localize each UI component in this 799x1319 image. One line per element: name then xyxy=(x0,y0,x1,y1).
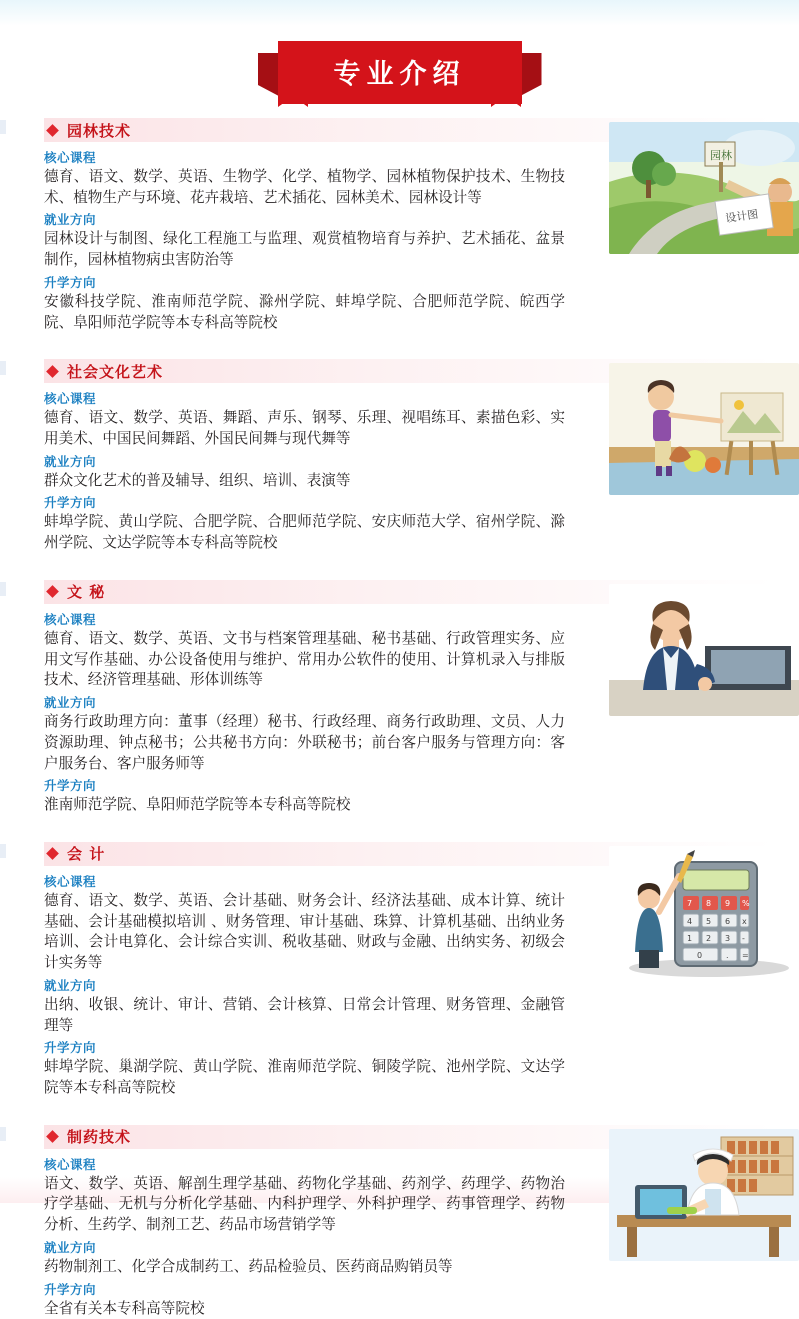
page-content xyxy=(0,26,799,1317)
text-employment: 园林设计与制图、绿化工程施工与监理、观赏植物培育与养护、艺术插花、盆景制作，园林植物病虫害防治等 xyxy=(44,230,565,269)
section-accounting xyxy=(0,842,799,1099)
left-mark xyxy=(0,582,6,596)
svg-text:1: 1 xyxy=(687,933,693,943)
section-garden xyxy=(0,118,799,333)
svg-text:园林: 园林 xyxy=(710,149,732,162)
text-core: 语文、数学、英语、解剖生理学基础、药物化学基础、药剂学、药理学、药物治疗学基础、无机与分析化学基础、内科护理学、外科护理学、药事管理学、药物分析、生药学、制剂工艺、药品市场营销学等 xyxy=(44,1174,565,1234)
left-mark xyxy=(0,844,6,858)
svg-text:9: 9 xyxy=(725,898,731,908)
page-title: 专业介绍 xyxy=(278,41,522,104)
calculator-accounting-illustration xyxy=(609,846,799,978)
diamond-bullet-icon xyxy=(46,365,59,378)
text-advance: 淮南师范学院、阜阳师范学院等本专科高等院校 xyxy=(44,796,351,814)
section-title: 文 秘 xyxy=(67,583,106,602)
svg-text:设计图: 设计图 xyxy=(724,207,760,226)
section-culture-art xyxy=(0,359,799,554)
label-advance: 升学方向 xyxy=(44,1281,97,1297)
garden-design-illustration xyxy=(609,122,799,254)
text-advance: 安徽科技学院、淮南师范学院、滁州学院、蚌埠学院、合肥师范学院、皖西学院、阜阳师范学院等本专科高等院校 xyxy=(44,292,565,331)
label-employment: 就业方向 xyxy=(44,212,97,228)
office-secretary-illustration xyxy=(609,584,799,716)
text-employment: 药物制剂工、化学合成制药工、药品检验员、医药商品购销员等 xyxy=(44,1257,453,1275)
text-core: 德育、语文、数学、英语、舞蹈、声乐、钢琴、乐理、视唱练耳、素描色彩、实用美术、中国民间舞蹈、外国民间舞与现代舞等 xyxy=(44,409,565,448)
svg-text:3: 3 xyxy=(725,933,731,943)
text-employment: 出纳、收银、统计、审计、营销、会计核算、日常会计管理、财务管理、金融管理等 xyxy=(44,995,565,1034)
pharmacy-lab-illustration xyxy=(609,1129,799,1261)
svg-text:7: 7 xyxy=(687,898,693,908)
top-accent-bar xyxy=(0,0,799,26)
text-core: 德育、语文、数学、英语、文书与档案管理基础、秘书基础、行政管理实务、应用文写作基础、办公设备使用与维护、常用办公软件的使用、计算机录入与排版技术、经济管理基础、形体训练等 xyxy=(44,629,565,689)
text-employment: 商务行政助理方向：董事（经理）秘书、行政经理、商务行政助理、文员、人力资源助理、钟点秘书；公共秘书方向：外联秘书；前台客户服务与管理方向：客户服务台、客户服务师等 xyxy=(44,713,565,772)
svg-text:=: = xyxy=(742,950,749,960)
diamond-bullet-icon xyxy=(46,124,59,137)
svg-text:8: 8 xyxy=(706,898,712,908)
label-advance: 升学方向 xyxy=(44,274,97,290)
diamond-bullet-icon xyxy=(46,848,59,861)
label-core: 核心课程 xyxy=(44,873,97,889)
svg-text:.: . xyxy=(726,950,729,960)
svg-text:x: x xyxy=(742,916,747,926)
left-mark xyxy=(0,361,6,375)
svg-text:%: % xyxy=(742,898,750,908)
section-title: 社会文化艺术 xyxy=(67,362,164,381)
label-employment: 就业方向 xyxy=(44,1239,97,1255)
section-title: 会 计 xyxy=(67,845,106,864)
svg-text:0: 0 xyxy=(697,950,703,960)
label-employment: 就业方向 xyxy=(44,977,97,993)
svg-text:2: 2 xyxy=(706,933,712,943)
label-core: 核心课程 xyxy=(44,611,97,627)
label-employment: 就业方向 xyxy=(44,453,97,469)
painting-easel-illustration xyxy=(609,363,799,495)
svg-text:5: 5 xyxy=(706,916,712,926)
svg-text:6: 6 xyxy=(725,916,731,926)
diamond-bullet-icon xyxy=(46,1130,59,1143)
section-title: 制药技术 xyxy=(67,1128,132,1147)
left-mark xyxy=(0,1127,6,1141)
svg-text:4: 4 xyxy=(687,916,693,926)
diamond-bullet-icon xyxy=(46,586,59,599)
text-core: 德育、语文、数学、英语、会计基础、财务会计、经济法基础、成本计算、统计基础、会计基础模拟培训 、财务管理、审计基础、珠算、计算机基础、出纳业务培训、会计电算化、会计综合实训、税收基础、财政与金融、出纳实务、初级会计实务等 xyxy=(44,891,565,972)
label-core: 核心课程 xyxy=(44,391,97,407)
section-secretary xyxy=(0,580,799,816)
label-core: 核心课程 xyxy=(44,150,97,165)
banner-area xyxy=(0,26,799,118)
section-title: 园林技术 xyxy=(67,121,132,140)
svg-text:-: - xyxy=(742,933,745,943)
text-advance: 蚌埠学院、巢湖学院、黄山学院、淮南师范学院、铜陵学院、池州学院、文达学院等本专科高等院校 xyxy=(44,1058,565,1096)
text-advance: 全省有关本专科高等院校 xyxy=(44,1299,205,1317)
text-employment: 群众文化艺术的普及辅导、组织、培训、表演等 xyxy=(44,471,351,489)
text-core: 德育、语文、数学、英语、生物学、化学、植物学、园林植物保护技术、生物技术、植物生产与环境、花卉栽培、艺术插花、园林美术、园林设计等 xyxy=(44,168,565,206)
label-advance: 升学方向 xyxy=(44,778,97,794)
label-core: 核心课程 xyxy=(44,1156,97,1172)
section-pharmacy xyxy=(0,1125,799,1319)
label-employment: 就业方向 xyxy=(44,695,97,711)
label-advance: 升学方向 xyxy=(44,495,97,511)
left-mark xyxy=(0,120,6,134)
text-advance: 蚌埠学院、黄山学院、合肥学院、合肥师范学院、安庆师范大学、宿州学院、滁州学院、文达学院等本专科高等院校 xyxy=(44,513,565,552)
label-advance: 升学方向 xyxy=(44,1040,97,1056)
